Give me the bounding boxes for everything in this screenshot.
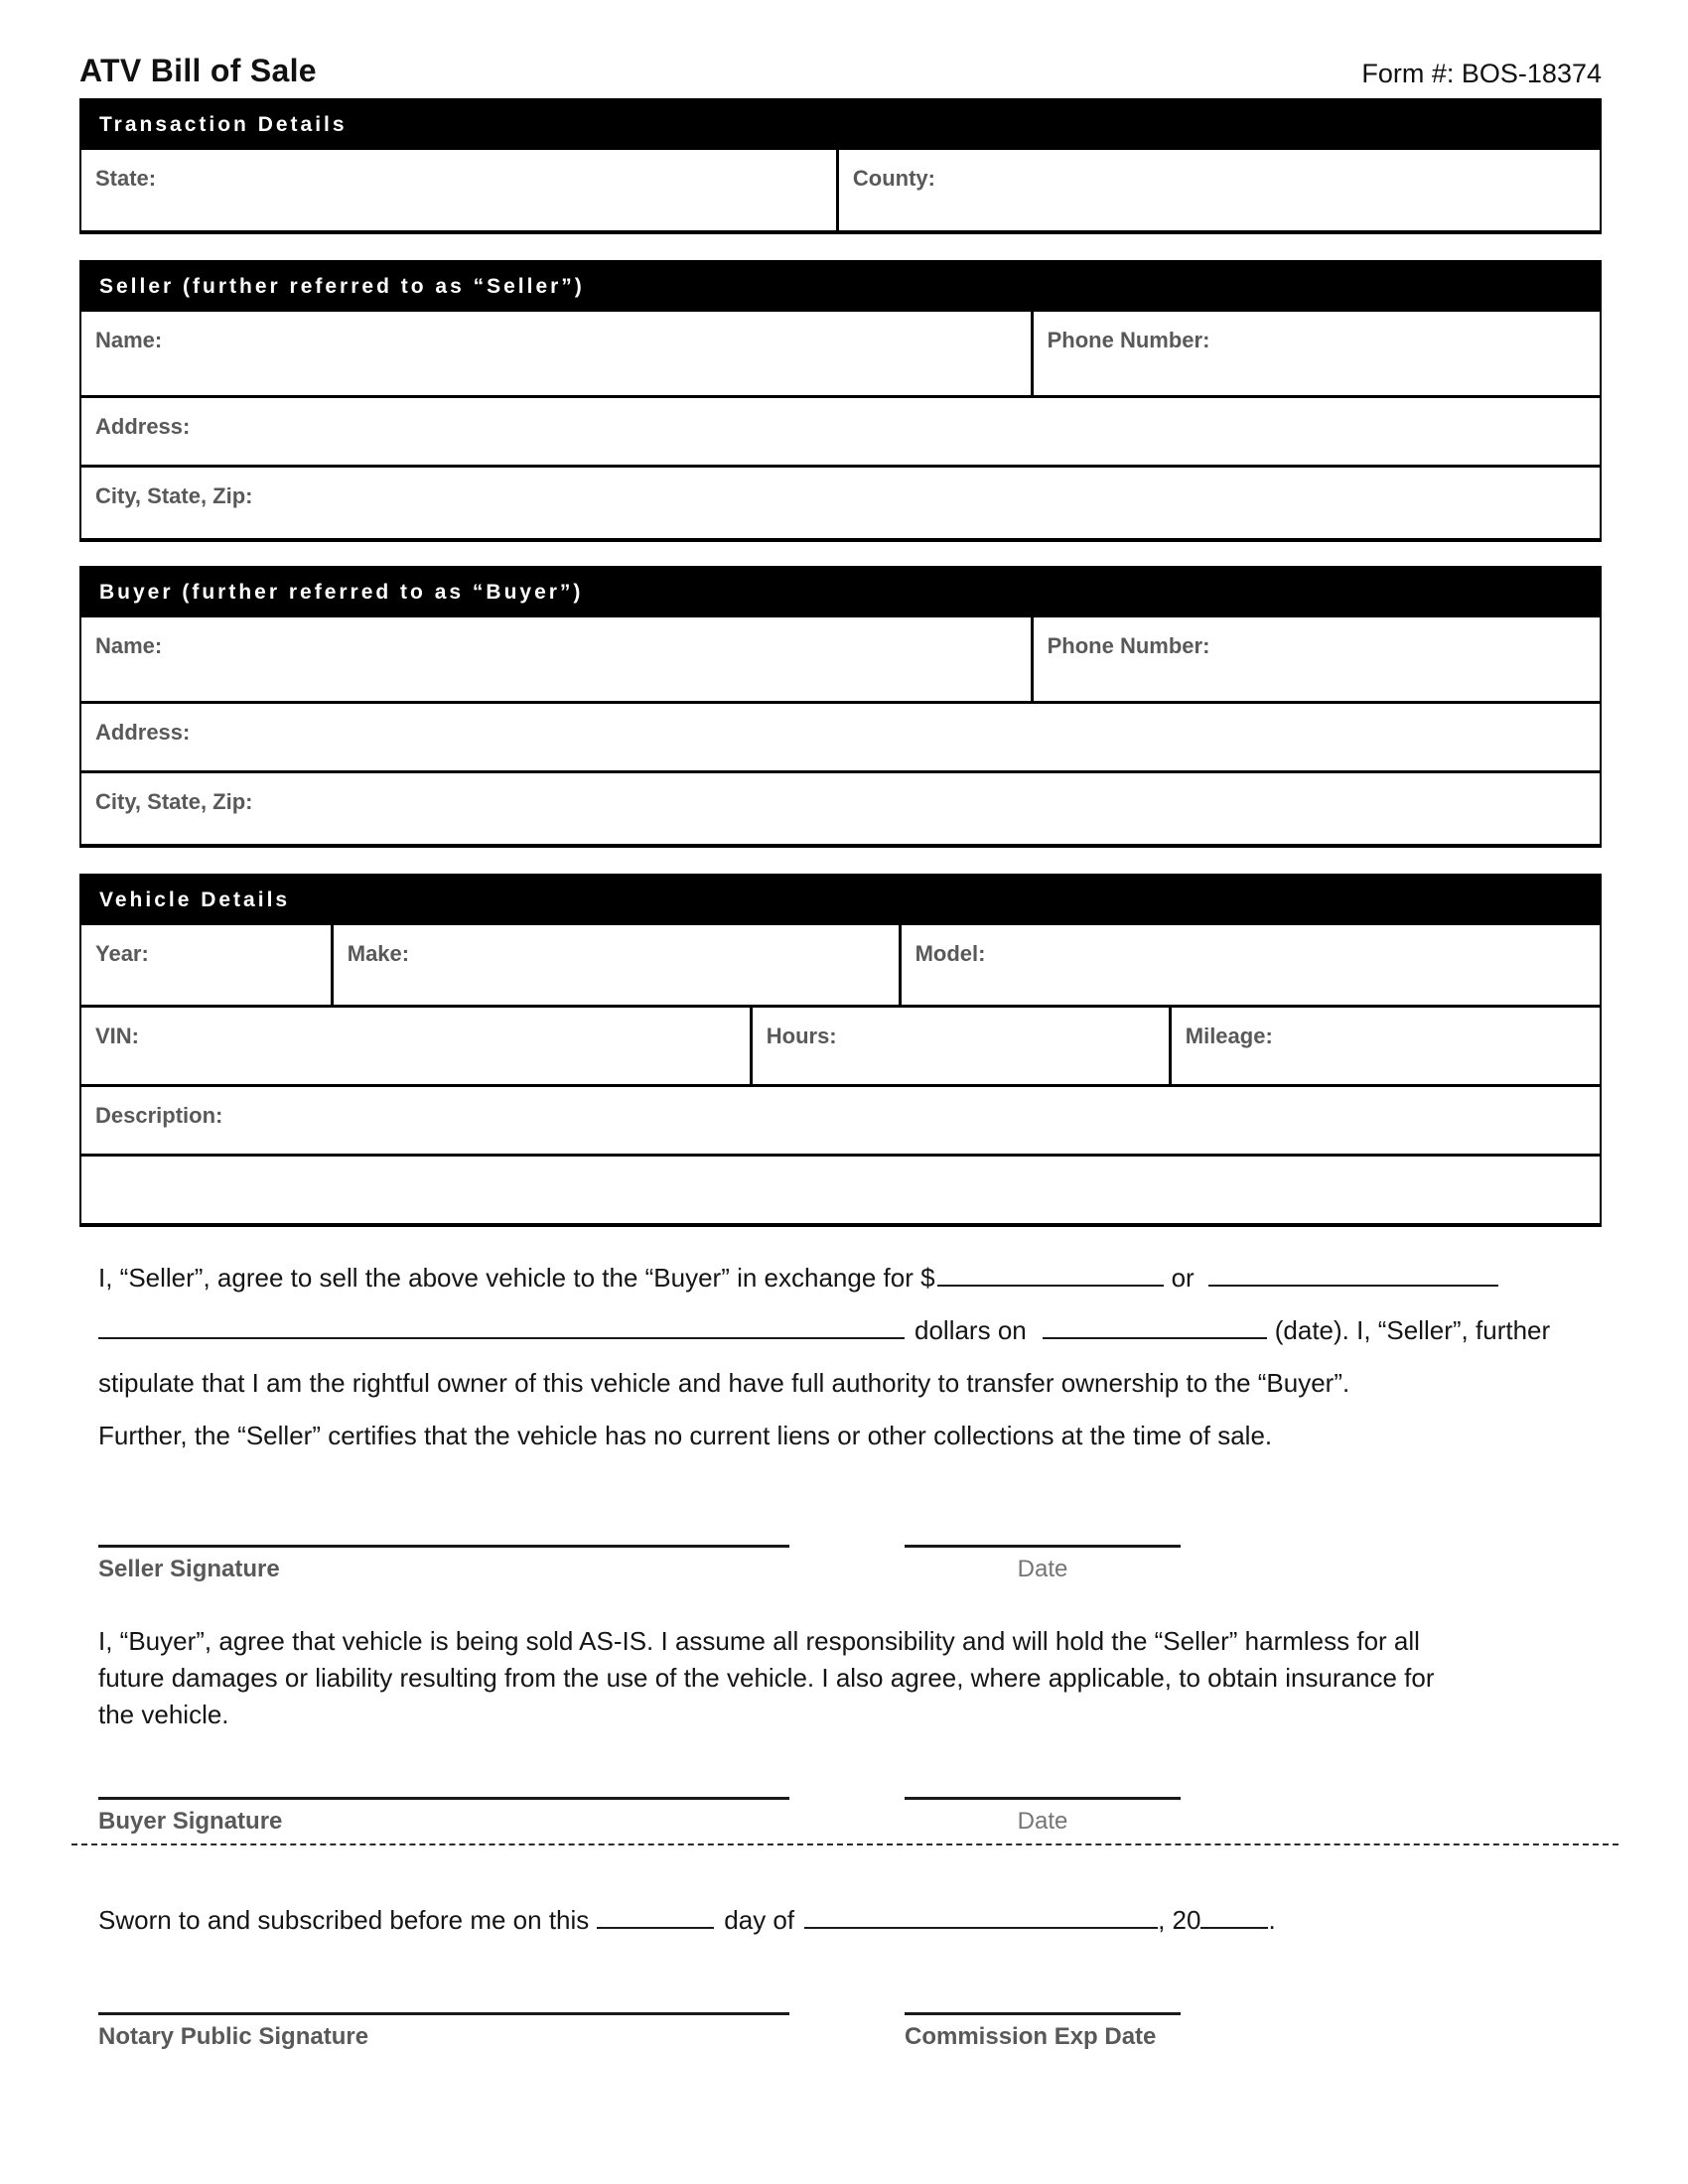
- sale-date-blank[interactable]: [1043, 1315, 1267, 1339]
- vehicle-section: [79, 874, 1602, 1227]
- buyer-name-label: Name:: [95, 633, 163, 658]
- state-label: State:: [95, 166, 157, 191]
- buyer-city-state-zip-field[interactable]: [81, 773, 1600, 844]
- buyer-section: [79, 566, 1602, 848]
- seller-city-state-zip-label: City, State, Zip:: [95, 483, 253, 508]
- seller-agreement-line2: [98, 1315, 1602, 1368]
- notary-signature-line[interactable]: [98, 2012, 789, 2015]
- buyer-signature-block: [98, 1797, 1602, 1836]
- agreement-text-or: or: [1171, 1263, 1195, 1293]
- vehicle-vin-label: VIN:: [95, 1024, 139, 1048]
- buyer-phone-field[interactable]: [1031, 617, 1600, 701]
- sworn-day-blank[interactable]: [597, 1905, 714, 1929]
- commission-exp-date-line[interactable]: [905, 2012, 1181, 2015]
- commission-exp-date-label: Commission Exp Date: [905, 2023, 1157, 2050]
- vehicle-year-field[interactable]: [81, 925, 331, 1005]
- sworn-text-day-of: day of: [724, 1905, 795, 1935]
- alternate-consideration-blank[interactable]: [1208, 1263, 1498, 1287]
- seller-name-field[interactable]: [81, 312, 1031, 395]
- seller-signature-line[interactable]: [98, 1545, 789, 1548]
- vehicle-hours-label: Hours:: [766, 1024, 837, 1048]
- buyer-signature-line[interactable]: [98, 1797, 789, 1800]
- vehicle-model-label: Model:: [914, 941, 986, 966]
- buyer-phone-label: Phone Number:: [1047, 633, 1210, 658]
- sworn-year-blank[interactable]: [1200, 1905, 1268, 1929]
- seller-phone-label: Phone Number:: [1047, 328, 1210, 352]
- county-field[interactable]: [836, 150, 1600, 230]
- vehicle-mileage-label: Mileage:: [1185, 1024, 1273, 1048]
- seller-address-field[interactable]: [81, 398, 1600, 465]
- buyer-section-header: Buyer (further referred to as “Buyer”): [81, 568, 1600, 617]
- seller-agreement-line3: stipulate that I am the rightful owner of this vehicle and have full authority to transfer ownership to the “Buyer”.: [98, 1368, 1350, 1398]
- vehicle-hours-field[interactable]: [750, 1008, 1169, 1084]
- seller-city-state-zip-field[interactable]: [81, 468, 1600, 538]
- transaction-section: [79, 98, 1602, 234]
- seller-phone-field[interactable]: [1031, 312, 1600, 395]
- notary-signature-block: [98, 2012, 1602, 2051]
- sworn-text-year-prefix: , 20: [1158, 1905, 1201, 1935]
- seller-section: [79, 260, 1602, 542]
- buyer-address-label: Address:: [95, 720, 191, 745]
- sale-price-blank[interactable]: [937, 1263, 1164, 1287]
- vehicle-model-field[interactable]: [899, 925, 1600, 1005]
- buyer-address-field[interactable]: [81, 704, 1600, 770]
- seller-name-label: Name:: [95, 328, 163, 352]
- vehicle-vin-field[interactable]: [81, 1008, 750, 1084]
- seller-address-label: Address:: [95, 414, 191, 439]
- notary-signature-label: Notary Public Signature: [98, 2023, 369, 2050]
- vehicle-make-field[interactable]: [331, 925, 899, 1005]
- buyer-agreement-line1: I, “Buyer”, agree that vehicle is being sold AS-IS. I assume all responsibility and will hold the “Seller” harmless for all: [98, 1626, 1420, 1656]
- seller-agreement-line4: Further, the “Seller” certifies that the vehicle has no current liens or other collections at the time of sale.: [98, 1421, 1273, 1450]
- vehicle-section-header: Vehicle Details: [81, 876, 1600, 925]
- seller-section-header: Seller (further referred to as “Seller”): [81, 262, 1600, 312]
- sworn-text-end: .: [1268, 1905, 1276, 1935]
- vehicle-description-label: Description:: [95, 1103, 223, 1128]
- sworn-text-pre: Sworn to and subscribed before me on this: [98, 1905, 590, 1935]
- buyer-agreement-line2: future damages or liability resulting from the use of the vehicle. I also agree, where applicable, to obtain insurance for: [98, 1663, 1435, 1693]
- buyer-city-state-zip-label: City, State, Zip:: [95, 789, 253, 814]
- seller-agreement-paragraph: [98, 1263, 1602, 1473]
- agreement-text-dollars-on: dollars on: [914, 1315, 1027, 1345]
- buyer-agreement-paragraph: [98, 1623, 1602, 1733]
- vehicle-description-field[interactable]: [81, 1087, 1600, 1154]
- sworn-statement: [98, 1905, 1602, 1939]
- buyer-signature-label: Buyer Signature: [98, 1808, 283, 1835]
- buyer-name-field[interactable]: [81, 617, 1031, 701]
- title-row: [79, 42, 1602, 89]
- amount-in-words-blank[interactable]: [98, 1315, 905, 1339]
- seller-agreement-line1: [98, 1263, 1602, 1315]
- buyer-date-label: Date: [1017, 1808, 1068, 1835]
- seller-date-line[interactable]: [905, 1545, 1181, 1548]
- transaction-section-header: Transaction Details: [81, 100, 1600, 150]
- vehicle-description-continued-field[interactable]: [81, 1157, 1600, 1223]
- notary-section-divider: [71, 1843, 1618, 1845]
- page-title: ATV Bill of Sale: [79, 53, 317, 88]
- sworn-month-blank[interactable]: [804, 1905, 1158, 1929]
- buyer-agreement-line3: the vehicle.: [98, 1700, 229, 1729]
- form-number: Form #: BOS-18374: [1361, 59, 1602, 88]
- agreement-text-date-post: (date). I, “Seller”, further: [1274, 1315, 1551, 1345]
- vehicle-mileage-field[interactable]: [1169, 1008, 1600, 1084]
- seller-signature-label: Seller Signature: [98, 1556, 280, 1582]
- seller-signature-block: [98, 1545, 1602, 1583]
- state-field[interactable]: [81, 150, 836, 230]
- vehicle-year-label: Year:: [95, 941, 149, 966]
- seller-date-label: Date: [1017, 1556, 1068, 1582]
- vehicle-make-label: Make:: [347, 941, 410, 966]
- agreement-text-pre: I, “Seller”, agree to sell the above vehicle to the “Buyer” in exchange for $: [98, 1263, 935, 1293]
- buyer-date-line[interactable]: [905, 1797, 1181, 1800]
- county-label: County:: [852, 166, 935, 191]
